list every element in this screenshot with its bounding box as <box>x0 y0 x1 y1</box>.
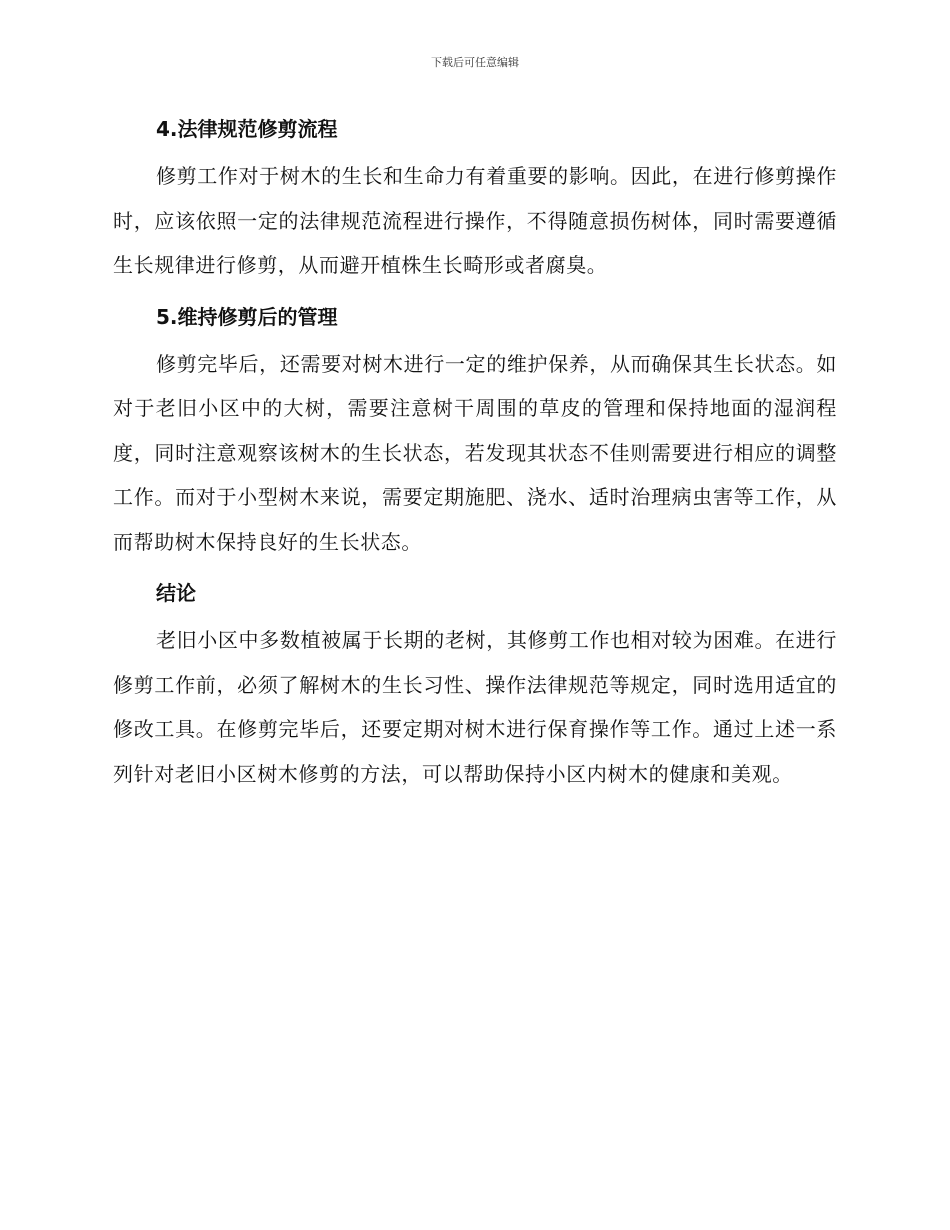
section-heading-conclusion: 结论 <box>156 581 196 605</box>
section-body-legal-pruning-process: 修剪工作对于树木的生长和生命力有着重要的影响。因此，在进行修剪操作时，应该依照一定的法律规范流程进行操作，不得随意损伤树体，同时需要遵循生长规律进行修剪，从而避开植株生长畸形或者腐臭。 <box>113 164 837 277</box>
section-body-conclusion: 老旧小区中多数植被属于长期的老树，其修剪工作也相对较为困难。在进行修剪工作前，必须了解树木的生长习性、操作法律规范等规定，同时选用适宜的修改工具。在修剪完毕后，还要定期对树木进行保育操作等工作。通过上述一系列针对老旧小区树木修剪的方法，可以帮助保持小区内树木的健康和美观。 <box>113 628 837 786</box>
document-content <box>113 110 837 806</box>
section-heading-post-pruning-management: 5.维持修剪后的管理 <box>156 304 338 329</box>
section-heading-legal-pruning-process: 4.法律规范修剪流程 <box>156 117 338 141</box>
header-note: 下载后可任意编辑 <box>431 56 519 69</box>
section-body-post-pruning-management: 修剪完毕后，还需要对树木进行一定的维护保养，从而确保其生长状态。如对于老旧小区中的大树，需要注意树干周围的草皮的管理和保持地面的湿润程度，同时注意观察该树木的生长状态，若发现其状态不佳则需要进行相应的调整工作。而对于小型树木来说，需要定期施肥、浇水、适时治理病虫害等工作，从而帮助树木保持良好的生长状态。 <box>113 351 837 554</box>
